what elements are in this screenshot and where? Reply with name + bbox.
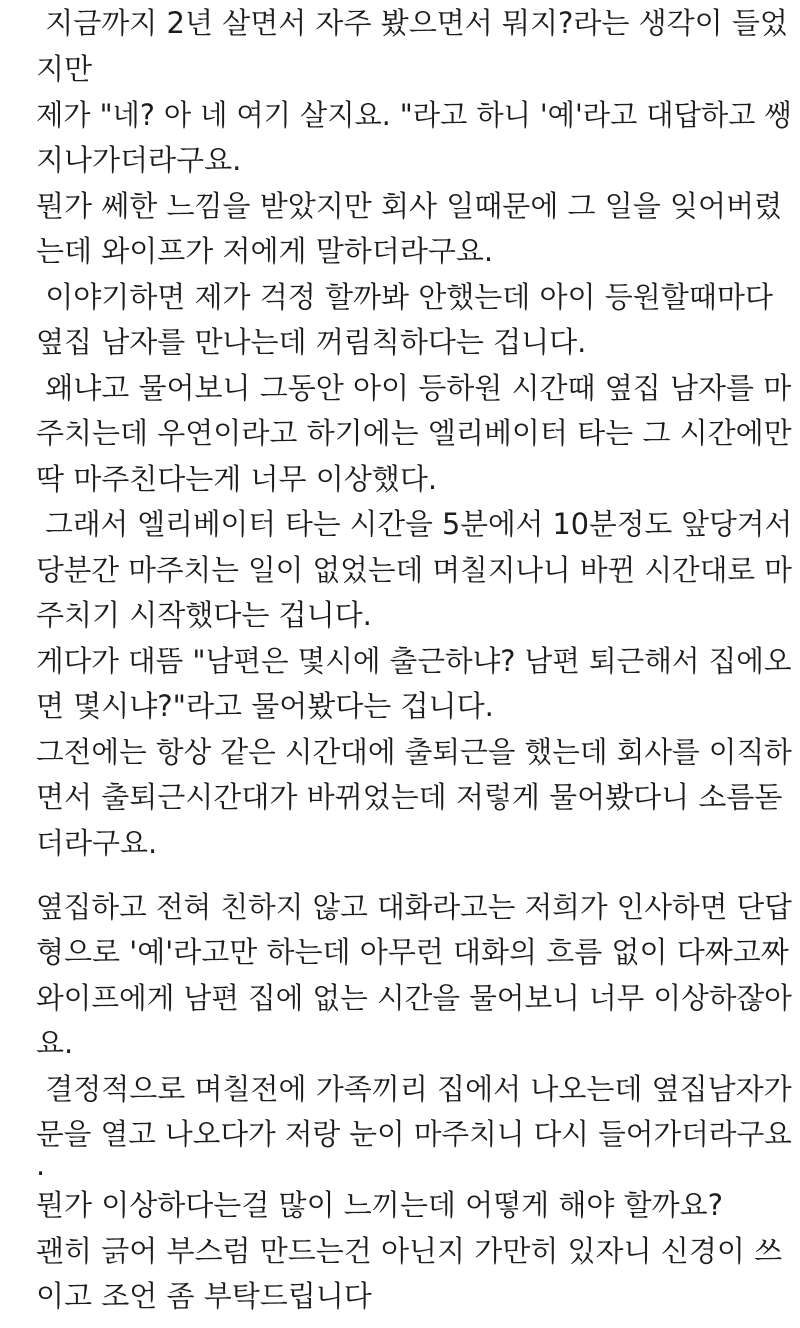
text-line: 게다가 대뜸 "남편은 몇시에 출근하냐? 남편 퇴근해서 집에오 (36, 644, 792, 678)
text-line: 요. (36, 1026, 74, 1060)
text-line: 당분간 마주치는 일이 없었는데 며칠지나니 바뀐 시간대로 마 (36, 553, 792, 587)
text-line: 옆집하고 전혀 친하지 않고 대화라고는 저희가 인사하면 단답 (36, 890, 792, 924)
text-line: 그래서 엘리베이터 타는 시간을 5분에서 10분정도 앞당겨서 (36, 507, 793, 541)
text-line: 는데 와이프가 저에게 말하더라구요. (36, 234, 494, 268)
text-line: 주치기 시작했다는 겁니다. (36, 598, 372, 632)
text-line: 딱 마주친다는게 너무 이상했다. (36, 462, 438, 496)
text-line: 뭔가 이상하다는걸 많이 느끼는데 어떻게 해야 할까요? (36, 1188, 724, 1222)
text-line: 지만 (36, 52, 93, 86)
text-line: 형으로 '예'라고만 하는데 아무런 대화의 흐름 없이 다짜고짜 (36, 935, 789, 969)
text-line: . (36, 1148, 46, 1182)
text-line: 이고 조언 좀 부탁드립니다 (36, 1279, 372, 1313)
text-line: 괜히 긁어 부스럼 만드는건 아닌지 가만히 있자니 신경이 쓰 (36, 1234, 783, 1268)
text-line: 그전에는 항상 같은 시간대에 출퇴근을 했는데 회사를 이직하 (36, 735, 792, 769)
text-line: 지금까지 2년 살면서 자주 봤으면서 뭐지?라는 생각이 들었 (36, 6, 788, 40)
text-line: 뭔가 쎄한 느낌을 받았지만 회사 일때문에 그 일을 잊어버렸 (36, 189, 783, 223)
text-line: 문을 열고 나오다가 저랑 눈이 마주치니 다시 들어가더라구요 (36, 1117, 792, 1151)
text-line: 결정적으로 며칠전에 가족끼리 집에서 나오는데 옆집남자가 (36, 1072, 792, 1106)
text-line: 지나가더라구요. (36, 143, 242, 177)
text-line: 제가 "네? 아 네 여기 살지요. "라고 하니 '예'라고 대답하고 쌩 (36, 98, 792, 132)
text-line: 면서 출퇴근시간대가 바뀌었는데 저렇게 물어봤다니 소름돋 (36, 780, 783, 814)
text-line: 와이프에게 남편 집에 없는 시간을 물어보니 너무 이상하잖아 (36, 981, 792, 1015)
text-line: 이야기하면 제가 걱정 할까봐 안했는데 아이 등원할때마다 (36, 280, 773, 314)
text-line: 더라구요. (36, 826, 158, 860)
text-line: 면 몇시냐?"라고 물어봤다는 겁니다. (36, 689, 494, 723)
text-line: 주치는데 우연이라고 하기에는 엘리베이터 타는 그 시간에만 (36, 416, 792, 450)
text-line: 왜냐고 물어보니 그동안 아이 등하원 시간때 옆집 남자를 마 (36, 371, 792, 405)
text-line: 옆집 남자를 만나는데 꺼림칙하다는 겁니다. (36, 325, 587, 359)
